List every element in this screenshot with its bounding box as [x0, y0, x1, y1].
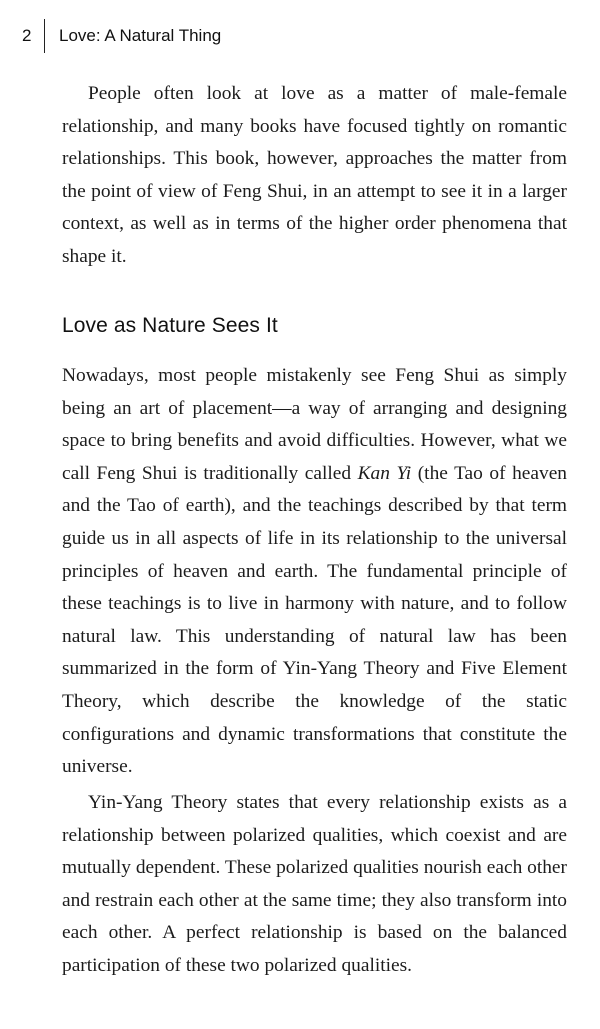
paragraph-text-after-term: (the Tao of heaven and the Tao of earth), and the teachings described by that term guide us in all aspects of life in its relationship to the universal principles of heaven and earth. The fundamental principle of these teachings is to live in harmony with nature, and to follow natural law. This understanding of natural law has been summarized in the form of Yin-Yang Theory and Five Element Theory, which describe the knowledge of the static configurations and dynamic transformations that constitute the universe. [62, 462, 567, 778]
section-heading: Love as Nature Sees It [62, 314, 278, 337]
running-head-divider [44, 19, 45, 53]
yin-yang-paragraph: Yin-Yang Theory states that every relationship exists as a relationship between polarized qualities, which coexist and are mutually dependent. These polarized qualities nourish each other and restrain each other at the same time; they also transform into each other. A perfect relationship is based on the balanced participation of these two polarized qualities. [62, 792, 567, 976]
paragraph-text-before-term: Nowadays, most people mistakenly see Feng Shui as simply being an art of placement—a way of arranging and designing space to bring benefits and avoid difficulties. However, what we call Feng Shui is traditionally called [62, 365, 567, 484]
chapter-title: Love: A Natural Thing [59, 26, 222, 45]
page-number: 2 [22, 26, 32, 45]
kan-yi-term: Kan Yi [357, 462, 412, 484]
intro-paragraph: People often look at love as a matter of male-female relationship, and many books have focused tightly on romantic relationships. This book, however, approaches the matter from the point of view of Feng Shui, in an attempt to see it in a larger context, as well as in terms of the higher order phenomena that shape it. [62, 83, 567, 267]
running-head [22, 18, 221, 54]
feng-shui-paragraph [62, 360, 567, 784]
